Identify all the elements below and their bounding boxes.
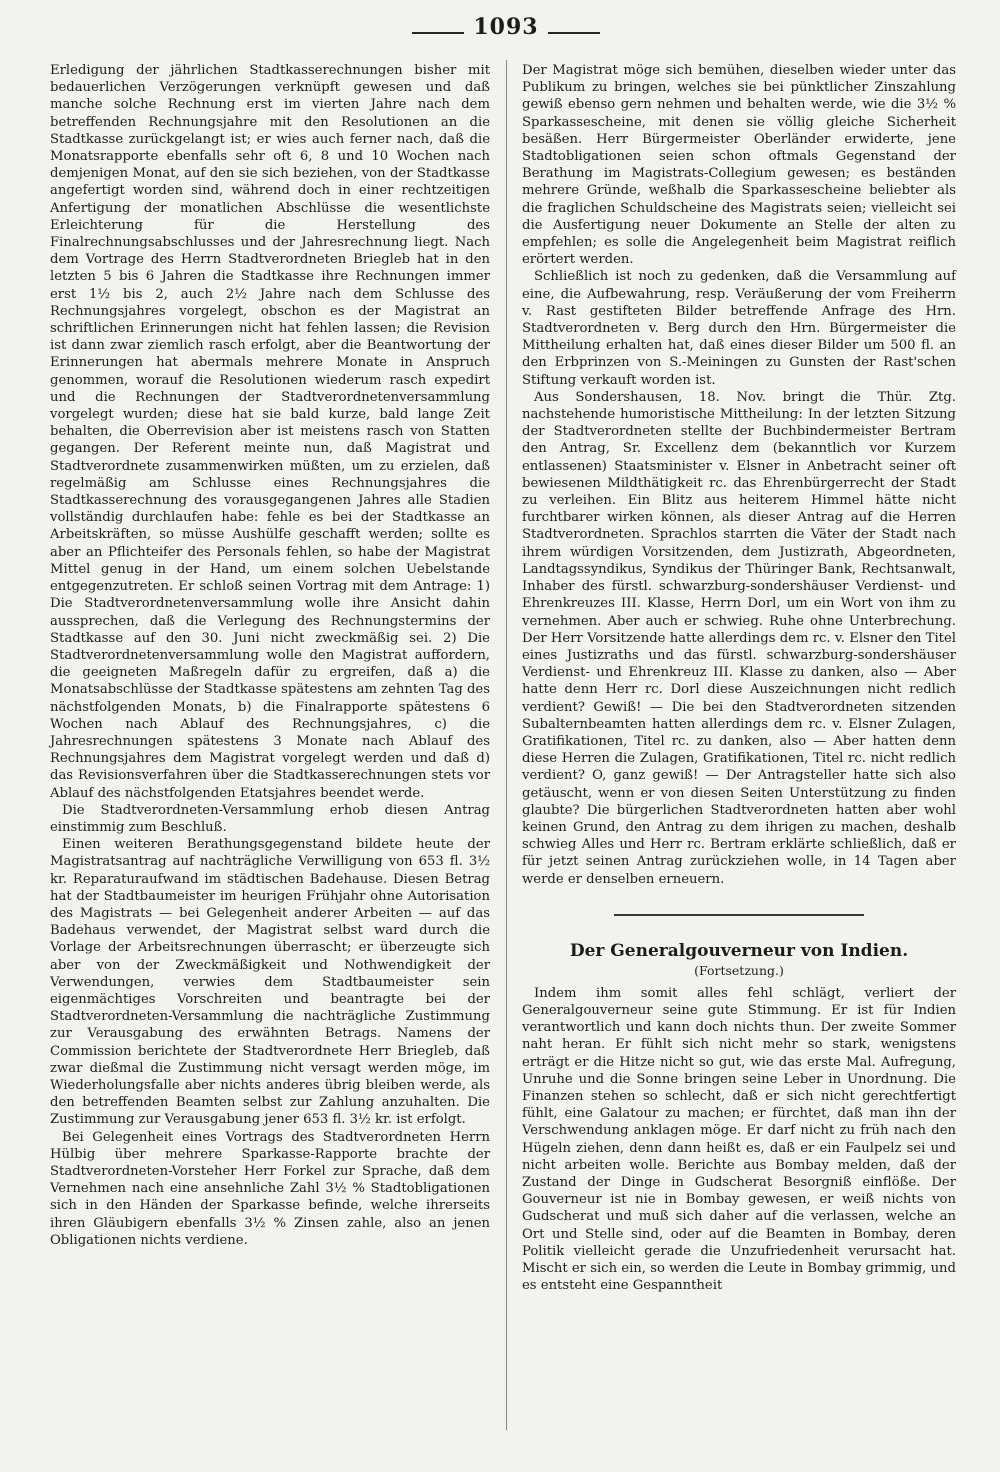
- section-separator: [614, 914, 864, 916]
- page-header: [0, 8, 1000, 48]
- header-rule-left: [412, 32, 464, 34]
- page-number: 1093: [473, 14, 539, 40]
- right-column: [522, 62, 956, 1294]
- paragraph: Aus Sondershausen, 18. Nov. bringt die Thür. Ztg. nachstehende humoristische Mittheilung: In der letzten Sitzung der Stadtverordneten stellte der Buchbindermeister Bertram den Antrag, Sr. Excellenz dem (bekanntlich vor Kurzem entlassenen) Staatsminister v. Elsner in Anbetracht seiner oft bewiesenen Mildthätigkeit rc. das Ehrenbürgerrecht der Stadt zu verleihen. Ein Blitz aus heiterem Himmel hätte nicht furchtbarer wirken können, als dieser Antrag auf die Herren Stadtverordneten. Sprachlos starrten die Väter der Stadt nach ihrem würdigen Vorsitzenden, dem Justizrath, Abgeordneten, Landtagssyndikus, Syndikus der Thüringer Bank, Rechtsanwalt, Inhaber des fürstl. schwarzburg-sondershäuser Verdienst- und Ehrenkreuzes III. Klasse, Herrn Dorl, um ein Wort von ihm zu vernehmen. Aber auch er schwieg. Ruhe ohne Unterbrechung. Der Herr Vorsitzende hatte allerdings dem rc. v. Elsner den Titel eines Justizraths und das fürstl. schwarzburg-sondershäuser Verdienst- und Ehrenkreuz III. Klasse zu danken, also — Aber hatte denn Herr rc. Dorl diese Auszeichnungen nicht redlich verdient? Gewiß! — Die bei den Stadtverordneten sitzenden Subalternbeamten hatten allerdings dem rc. v. Elsner Zulagen, Gratifikationen, Titel rc. zu danken, also — Aber hatten denn diese Herren die Zulagen, Gratifikationen, Titel rc. nicht redlich verdient? O, ganz gewiß! — Der Antragsteller hatte sich also getäuscht, wenn er von diesen Seiten Unterstützung zu finden glaubte? Die bürgerlichen Stadtverordneten hatten aber wohl keinen Grund, den Antrag zu dem ihrigen zu machen, deshalb schwieg Alles und Herr rc. Bertram erklärte schließlich, daß er für jetzt seinen Antrag zurückziehen wolle, in 14 Tagen aber werde er denselben erneuern.: [522, 389, 956, 887]
- paragraph: Schließlich ist noch zu gedenken, daß die Versammlung auf eine, die Aufbewahrung, resp. Veräußerung der vom Freiherrn v. Rast gestifteten Bilder betreffende Anfrage des Hrn. Stadtverordneten v. Berg durch den Hrn. Bürgermeister die Mittheilung erhalten hat, daß eines dieser Bilder um 500 fl. an den Erbprinzen von S.-Meiningen zu Gunsten der Rast'schen Stiftung verkauft worden ist.: [522, 269, 956, 388]
- paragraph: Einen weiteren Berathungsgegenstand bildete heute der Magistratsantrag auf nachträgliche Verwilligung von 653 fl. 3½ kr. Reparaturaufwand im städtischen Badehause. Diesen Betrag hat der Stadtbaumeister im heurigen Frühjahr ohne Autorisation des Magistrats — bei Gelegenheit anderer Arbeiten — auf das Badehaus verwendet, der Magistrat selbst ward durch die Vorlage der Arbeitsrechnungen überrascht; er überzeugte sich aber von der Zweckmäßigkeit und Nothwendigkeit der Verwendungen, verwies dem Stadtbaumeister sein eigenmächtiges Vorschreiten und beantragte bei der Stadtverordneten-Versammlung die nachträgliche Zustimmung zur Verausgabung des erwähnten Betrags. Namens der Commission berichtete der Stadtverordnete Herr Briegleb, daß zwar dießmal die Zustimmung nicht versagt werden möge, im Wiederholungsfalle aber nichts anderes übrig bleiben werde, als den betreffenden Beamten selbst zur Zahlung anzuhalten. Die Zustimmung zur Verausgabung jener 653 fl. 3½ kr. ist erfolgt.: [50, 837, 490, 1128]
- paragraph: Die Stadtverordneten-Versammlung erhob diesen Antrag einstimmig zum Beschluß.: [50, 802, 490, 835]
- column-divider: [506, 60, 507, 1430]
- paragraph: Indem ihm somit alles fehl schlägt, verliert der Generalgouverneur seine gute Stimmung. Er ist für Indien verantwortlich und kann doch nichts thun. Der zweite Sommer naht heran. Er fühlt sich nicht mehr so stark, wenigstens erträgt er die Hitze nicht so gut, wie das erste Mal. Aufregung, Unruhe und die Sonne bringen seine Leber in Unordnung. Die Finanzen stehen so schlecht, daß er sich nicht gerechtfertigt fühlt, eine Galatour zu machen; er fürchtet, daß man ihn der Verschwendung anklagen möge. Er darf nicht zu früh nach den Hügeln ziehen, denn dann heißt es, daß er ein Faulpelz sei und nicht arbeiten wolle. Berichte aus Bombay melden, daß der Zustand der Dinge in Gudscherat Besorgniß einflöße. Der Gouverneur ist nie in Bombay gewesen, er weiß nichts von Gudscherat und muß sich daher auf die verlassen, welche an Ort und Stelle sind, oder auf die Beamten in Bombay, deren Politik vielleicht gerade die Unzufriedenheit verursacht hat. Mischt er sich ein, so werden die Leute in Bombay grimmig, und es entsteht eine Gespanntheit: [522, 985, 956, 1294]
- paragraph: Der Magistrat möge sich bemühen, dieselben wieder unter das Publikum zu bringen, welches sie bei pünktlicher Zinszahlung gewiß ebenso gern nehmen und behalten werde, wie die 3½ % Sparkassescheine, mit denen sie völlig gleiche Sicherheit besäßen. Herr Bürgermeister Oberländer erwiderte, jene Stadtobligationen seien schon oftmals Gegenstand der Berathung im Magistrats-Collegium gewesen; es beständen mehrere Gründe, weßhalb die Sparkassescheine beliebter als die fraglichen Schuldscheine des Magistrats seien; vielleicht sei die Ausfertigung neuer Dokumente an Stelle der alten zu empfehlen; es solle die Angelegenheit beim Magistrat reiflich erörtert werden.: [522, 63, 956, 268]
- paragraph: Erledigung der jährlichen Stadtkasserechnungen bisher mit bedauerlichen Verzögerungen verknüpft gewesen und daß manche solche Rechnung erst im vierten Jahre nach dem betreffenden Rechnungsjahre mit den Resolutionen an die Stadtkasse zurückgelangt ist; er wies auch ferner nach, daß die Monatsrapporte ebenfalls sehr oft 6, 8 und 10 Wochen nach demjenigen Monat, auf den sie sich beziehen, von der Stadtkasse angefertigt worden sind, während doch in einer rechtzeitigen Anfertigung der monatlichen Abschlüsse die wesentlichste Erleichterung für die Herstellung des Finalrechnungsabschlusses und der Jahresrechnung liegt. Nach dem Vortrage des Herrn Stadtverordneten Briegleb hat in den letzten 5 bis 6 Jahren die Stadtkasse ihre Rechnungen immer erst 1½ bis 2, auch 2½ Jahre nach dem Schlusse des Rechnungsjahres vorgelegt, obschon es der Magistrat an schriftlichen Erinnerungen nicht hat fehlen lassen; die Revision ist dann zwar ziemlich rasch erfolgt, aber die Beantwortung der Erinnerungen hat abermals mehrere Monate in Anspruch genommen, worauf die Resolutionen wiederum rasch expedirt und die Rechnungen der Stadtverordnetenversammlung vorgelegt wurden; diese hat sie bald kurze, bald lange Zeit behalten, die Oberrevision aber ist meistens rasch von Statten gegangen. Der Referent meinte nun, daß Magistrat und Stadtverordnete zusammenwirken müßten, um zu erzielen, daß regelmäßig am Schlusse eines Rechnungsjahres die Stadtkasserechnung des vorausgegangenen Jahres alle Stadien vollständig durchlaufen habe: fehle es bei der Stadtkasse an Arbeitskräften, so müsse Aushülfe geschafft werden; sollte es aber an Pflichteifer des Personals fehlen, so habe der Magistrat Mittel genug in der Hand, um einem solchen Uebelstande entgegenzutreten. Er schloß seinen Vortrag mit dem Antrage: 1) Die Stadtverordnetenversammlung wolle ihre Ansicht dahin aussprechen, daß die Verlegung des Rechnungstermins der Stadtkasse auf den 30. Juni nicht zweckmäßig sei. 2) Die Stadtverordnetenversammlung wolle den Magistrat auffordern, die geeigneten Maßregeln dafür zu ergreifen, daß a) die Monatsabschlüsse der Stadtkasse spätestens am zehnten Tag des nächstfolgenden Monats, b) die Finalrapporte spätestens 6 Wochen nach Ablauf des Rechnungsjahres, c) die Jahresrechnungen spätestens 3 Monate nach Ablauf des Rechnungsjahres dem Magistrat vorgelegt werden und daß d) das Revisionsverfahren über die Stadtkasserechnungen stets vor Ablauf des nächstfolgenden Etatsjahres beendet werde.: [50, 63, 490, 801]
- left-column: [50, 62, 490, 1249]
- article-title: Der Generalgouverneur von Indien.: [569, 940, 909, 961]
- article-subtitle: (Fortsetzung.): [694, 962, 784, 978]
- paragraph: Bei Gelegenheit eines Vortrags des Stadtverordneten Herrn Hülbig über mehrere Sparkasse-Rapporte brachte der Stadtverordneten-Vorsteher Herr Forkel zur Sprache, daß dem Vernehmen nach eine ansehnliche Zahl 3½ % Stadtobligationen sich in den Händen der Sparkasse befinde, welche ihrerseits ihren Gläubigern ebenfalls 3½ % Zinsen zahle, also an jenen Obligationen nichts verdiene.: [50, 1129, 490, 1248]
- header-rule-right: [548, 32, 600, 34]
